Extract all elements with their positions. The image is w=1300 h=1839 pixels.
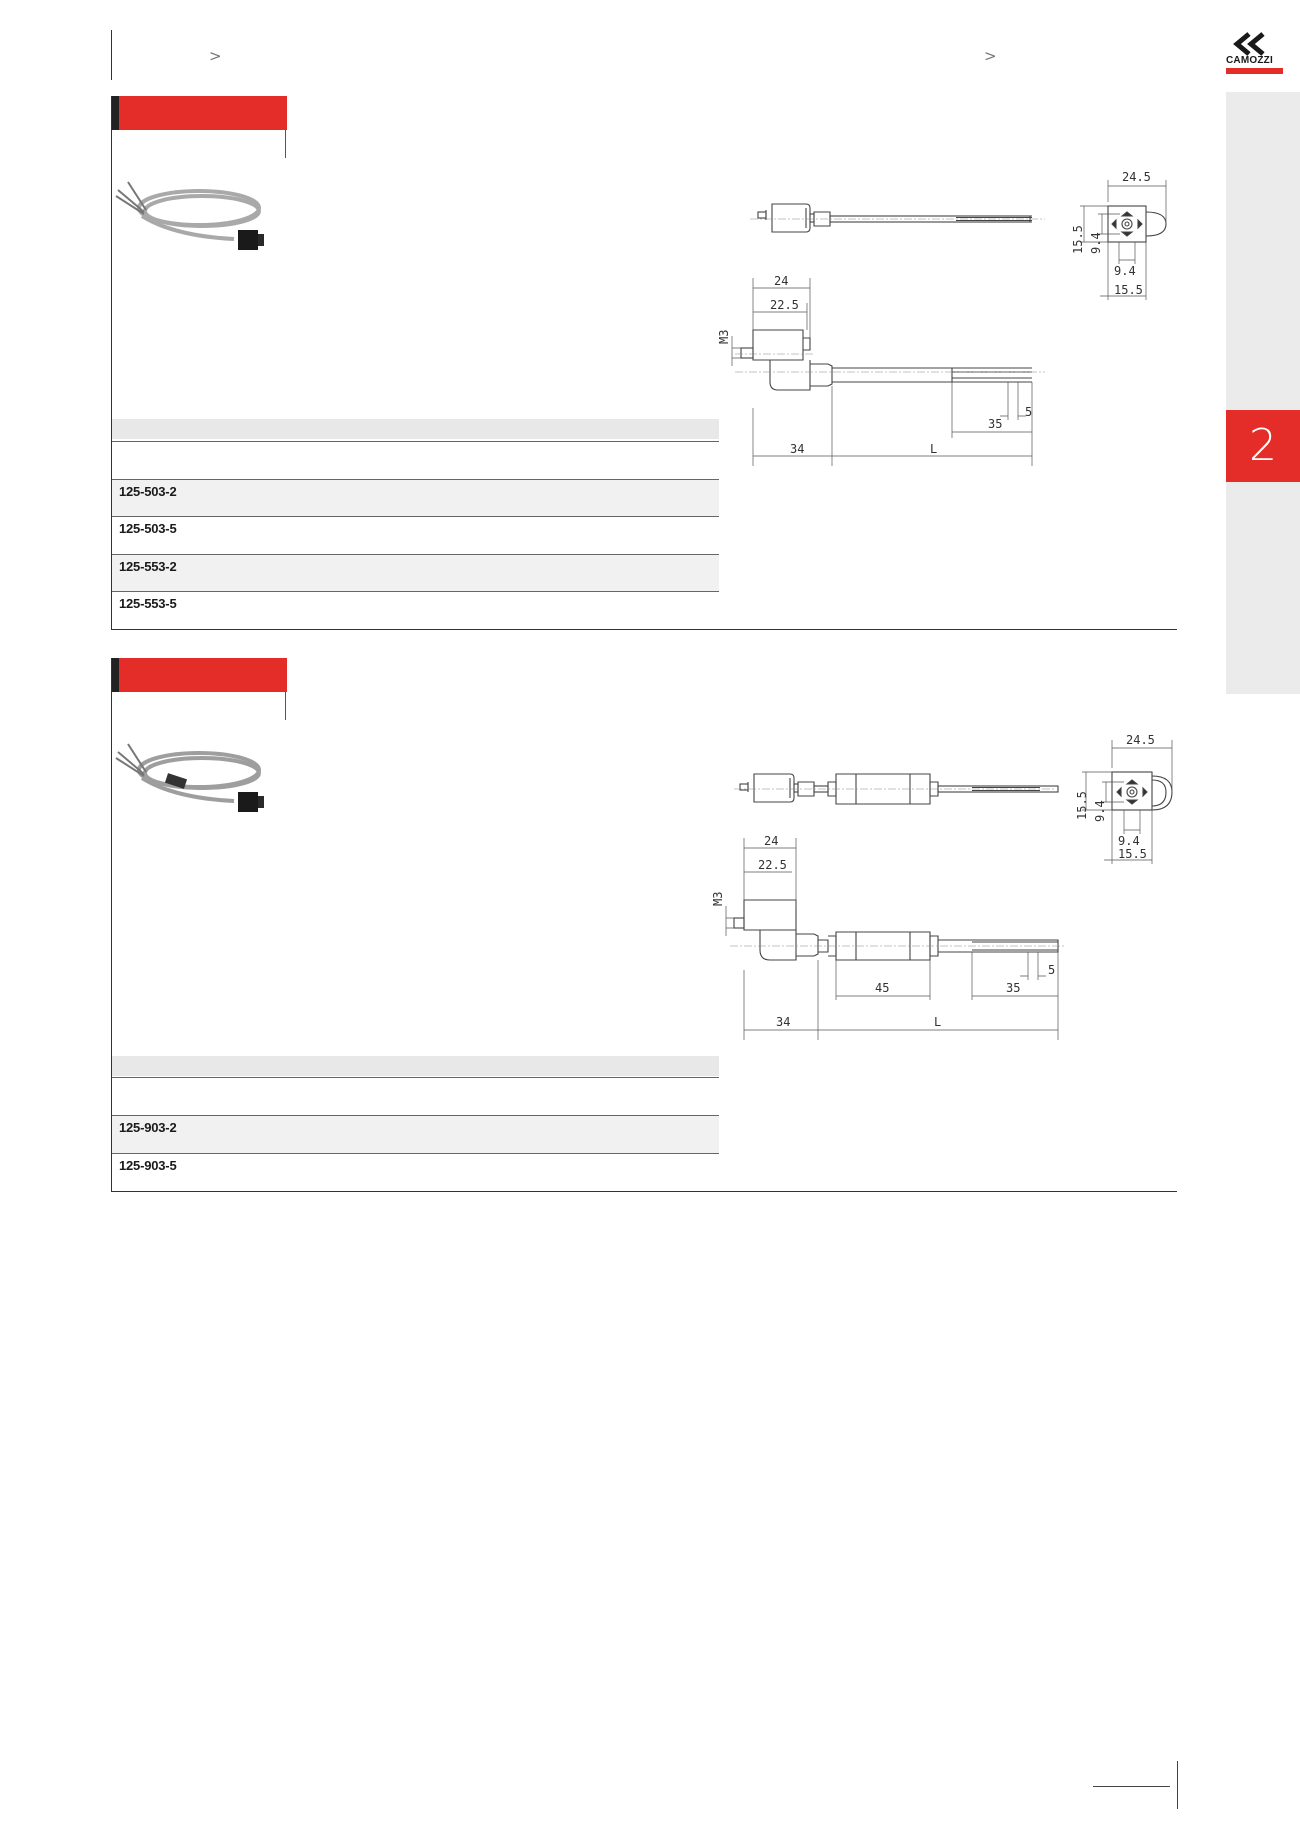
dim-filter: 45 [875,981,890,995]
front-dim-inner-h: 9.4 [1093,800,1107,822]
table-row [112,1153,719,1191]
front-dim-height: 15.5 [1071,225,1085,254]
brand-name: CAMOZZI [1226,55,1273,66]
footer-rule [1093,1786,1170,1787]
part-number: 125-903-2 [119,1120,177,1135]
brand-bar [1226,68,1283,74]
section2-table-row [112,1077,719,1115]
table-row [112,554,719,592]
dim-thread: M3 [717,329,731,344]
section1-table-row [112,441,719,479]
breadcrumb-separator-left: > [209,47,222,65]
dim-top-w2: 22.5 [770,298,799,312]
dim-thread: M3 [711,891,725,906]
section1-header-rule [285,130,286,158]
section1-header [112,96,287,130]
dim-tip: 5 [1048,963,1056,977]
dim-top-w: 24 [774,274,789,288]
footer-divider [1177,1761,1178,1809]
breadcrumb-separator-right: > [984,47,997,65]
section1-product-image [114,176,284,266]
section2-table-header [112,1056,719,1076]
part-number: 125-903-5 [119,1158,177,1173]
front-dim-height: 15.5 [1075,791,1089,820]
part-number: 125-503-2 [119,484,177,499]
front-dim-inner-h: 9.4 [1089,232,1103,254]
chapter-tab[interactable]: 2 [1226,410,1300,482]
side-navigation-strip [1226,92,1300,694]
dim-strip: 35 [1006,981,1021,995]
section2-header-rule [285,692,286,720]
table-row [112,479,719,517]
section1-bottom-rule [111,629,1177,630]
section2-technical-drawing [711,730,1180,1030]
dim-length: L [930,442,938,456]
dim-length: L [934,1015,942,1029]
dim-head: 34 [776,1015,791,1029]
table-row [112,516,719,554]
table-row [112,1115,719,1153]
dim-top-w: 24 [764,834,779,848]
front-dim-inner-w: 9.4 [1114,264,1136,278]
front-dim-bottom-w: 15.5 [1114,283,1143,297]
front-dim-bottom-w: 15.5 [1118,847,1147,861]
front-dim-inner-w: 9.4 [1118,834,1140,848]
part-number: 125-553-2 [119,559,177,574]
dim-top-w2: 22.5 [758,858,787,872]
section2-bottom-rule [111,1191,1177,1192]
table-row [112,591,719,629]
dim-head: 34 [790,442,805,456]
section2-product-image [114,738,284,828]
section2-header [112,658,287,692]
front-dim-width: 24.5 [1122,170,1151,184]
header-divider [111,30,112,80]
dim-strip: 35 [988,417,1003,431]
section1-technical-drawing [717,160,1180,465]
front-dim-width: 24.5 [1126,733,1155,747]
dim-tip: 5 [1025,405,1033,419]
part-number: 125-553-5 [119,596,177,611]
part-number: 125-503-5 [119,521,177,536]
section1-table-header [112,419,719,439]
